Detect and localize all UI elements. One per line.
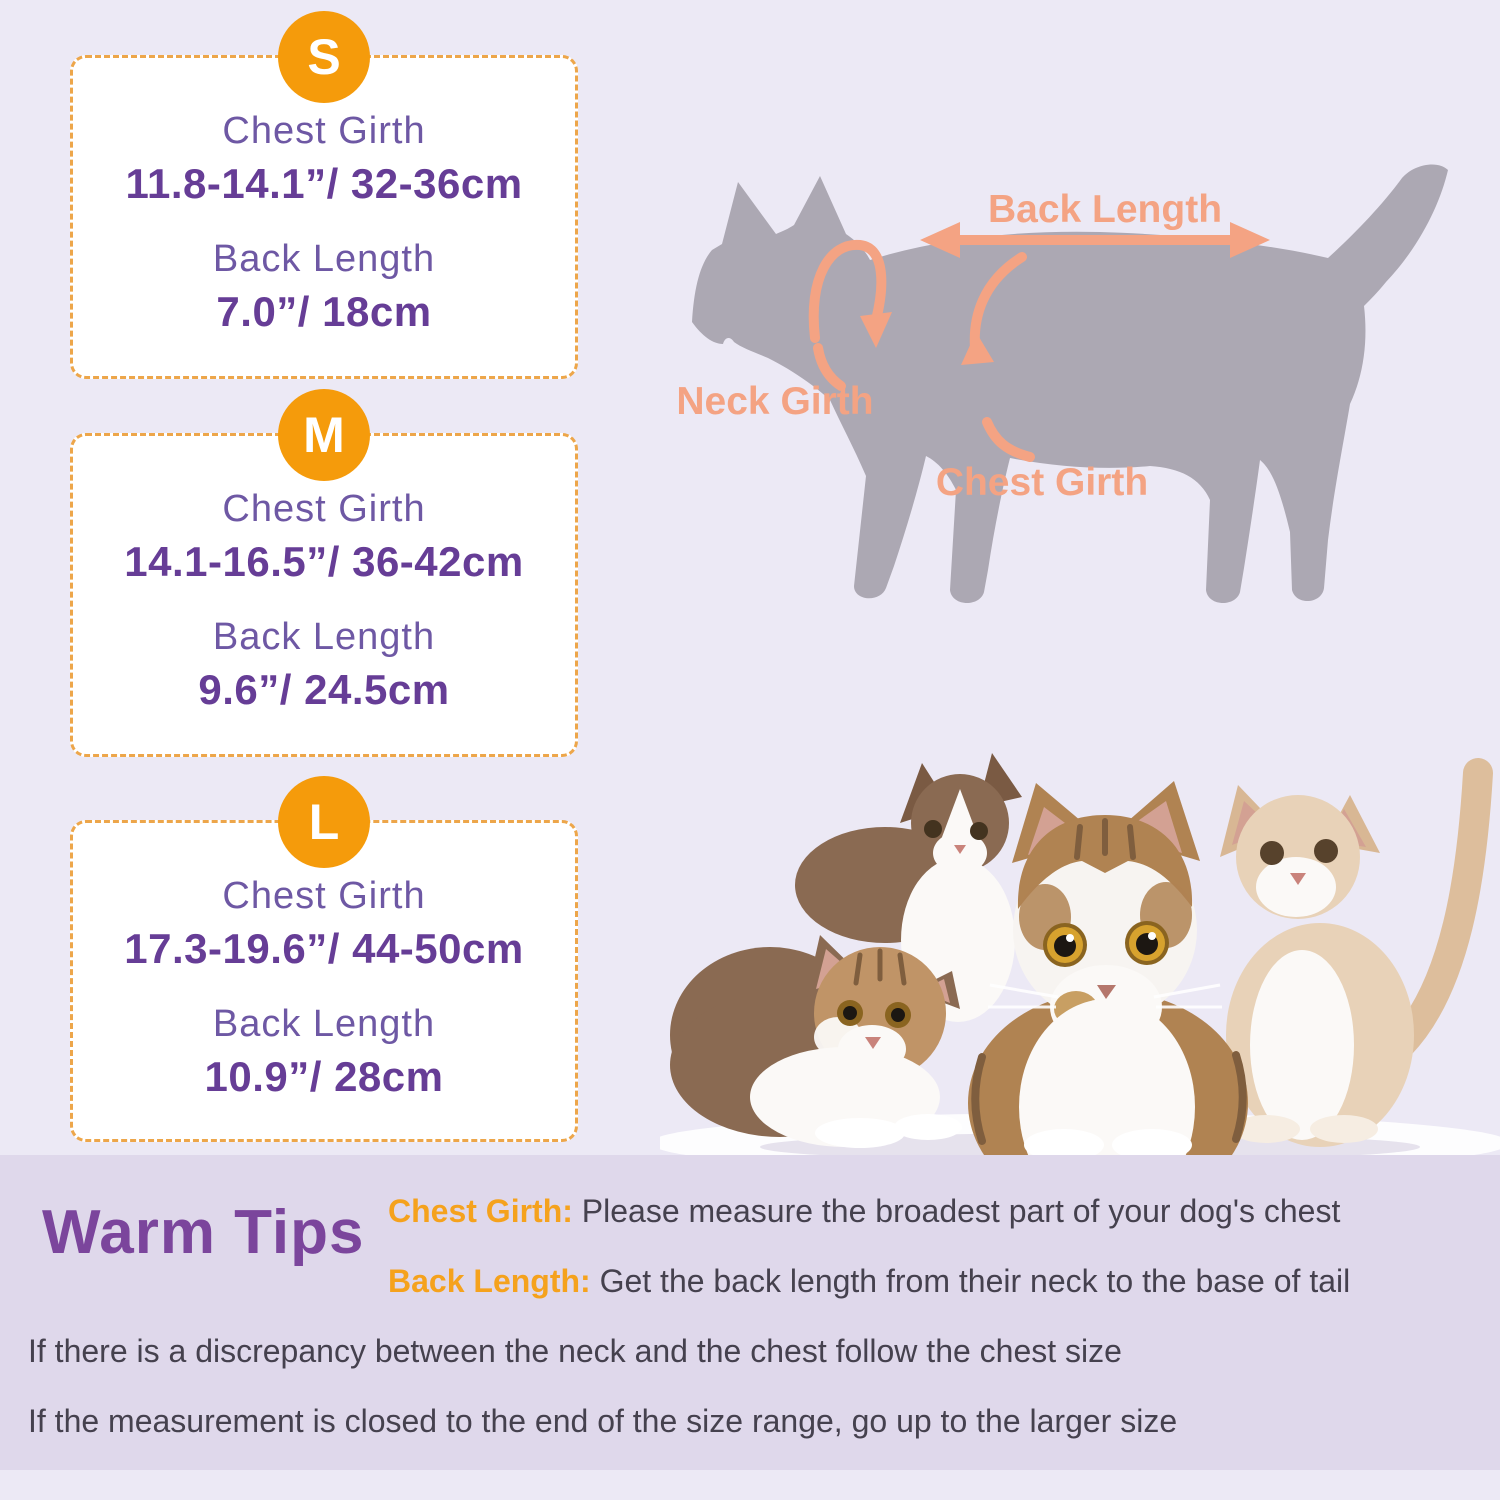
kittens-photo — [660, 745, 1500, 1157]
chest-girth-value: 17.3-19.6”/ 44-50cm — [124, 925, 524, 972]
diagram-chest-girth-label: Chest Girth — [935, 461, 1149, 504]
size-badge-l: L — [278, 776, 370, 868]
chest-girth-label: Chest Girth — [222, 110, 426, 152]
note-size-range: If the measurement is closed to the end of the size range, go up to the larger size — [28, 1403, 1178, 1439]
size-card-m — [70, 407, 578, 757]
tip-chest-girth-text: Please measure the broadest part of your dog's chest — [572, 1193, 1341, 1229]
diagram-neck-girth-label: Neck Girth — [676, 380, 874, 423]
size-card-l — [70, 794, 578, 1142]
chest-girth-label: Chest Girth — [222, 488, 426, 530]
chest-girth-label: Chest Girth — [222, 875, 426, 917]
back-length-label: Back Length — [212, 238, 436, 280]
tip-chest-girth — [388, 1191, 1340, 1231]
kitten-cream — [1220, 773, 1478, 1147]
warm-tips-title: Warm Tips — [42, 1198, 365, 1267]
chest-girth-value: 11.8-14.1”/ 32-36cm — [125, 160, 523, 207]
kittens-illustration — [660, 745, 1500, 1157]
tip-back-length-text: Get the back length from their neck to the base of tail — [590, 1263, 1351, 1299]
diagram-back-length-label: Back Length — [987, 188, 1223, 231]
warm-tips-section — [0, 1155, 1500, 1470]
back-length-value: 7.0”/ 18cm — [216, 288, 432, 335]
size-badge-m: M — [278, 389, 370, 481]
note-discrepancy: If there is a discrepancy between the neck and the chest follow the chest size — [28, 1333, 1122, 1369]
back-length-label: Back Length — [212, 1003, 436, 1045]
tip-back-length-label: Back Length: — [388, 1263, 591, 1299]
cat-measurement-diagram — [676, 160, 1480, 630]
tip-back-length — [388, 1261, 1350, 1301]
size-card-s — [70, 29, 578, 379]
back-length-value: 10.9”/ 28cm — [204, 1053, 444, 1100]
back-length-label: Back Length — [212, 616, 436, 658]
chest-girth-value: 14.1-16.5”/ 36-42cm — [124, 538, 524, 585]
tip-chest-girth-label: Chest Girth: — [388, 1193, 573, 1229]
back-length-value: 9.6”/ 24.5cm — [198, 666, 450, 713]
size-badge-s: S — [278, 11, 370, 103]
